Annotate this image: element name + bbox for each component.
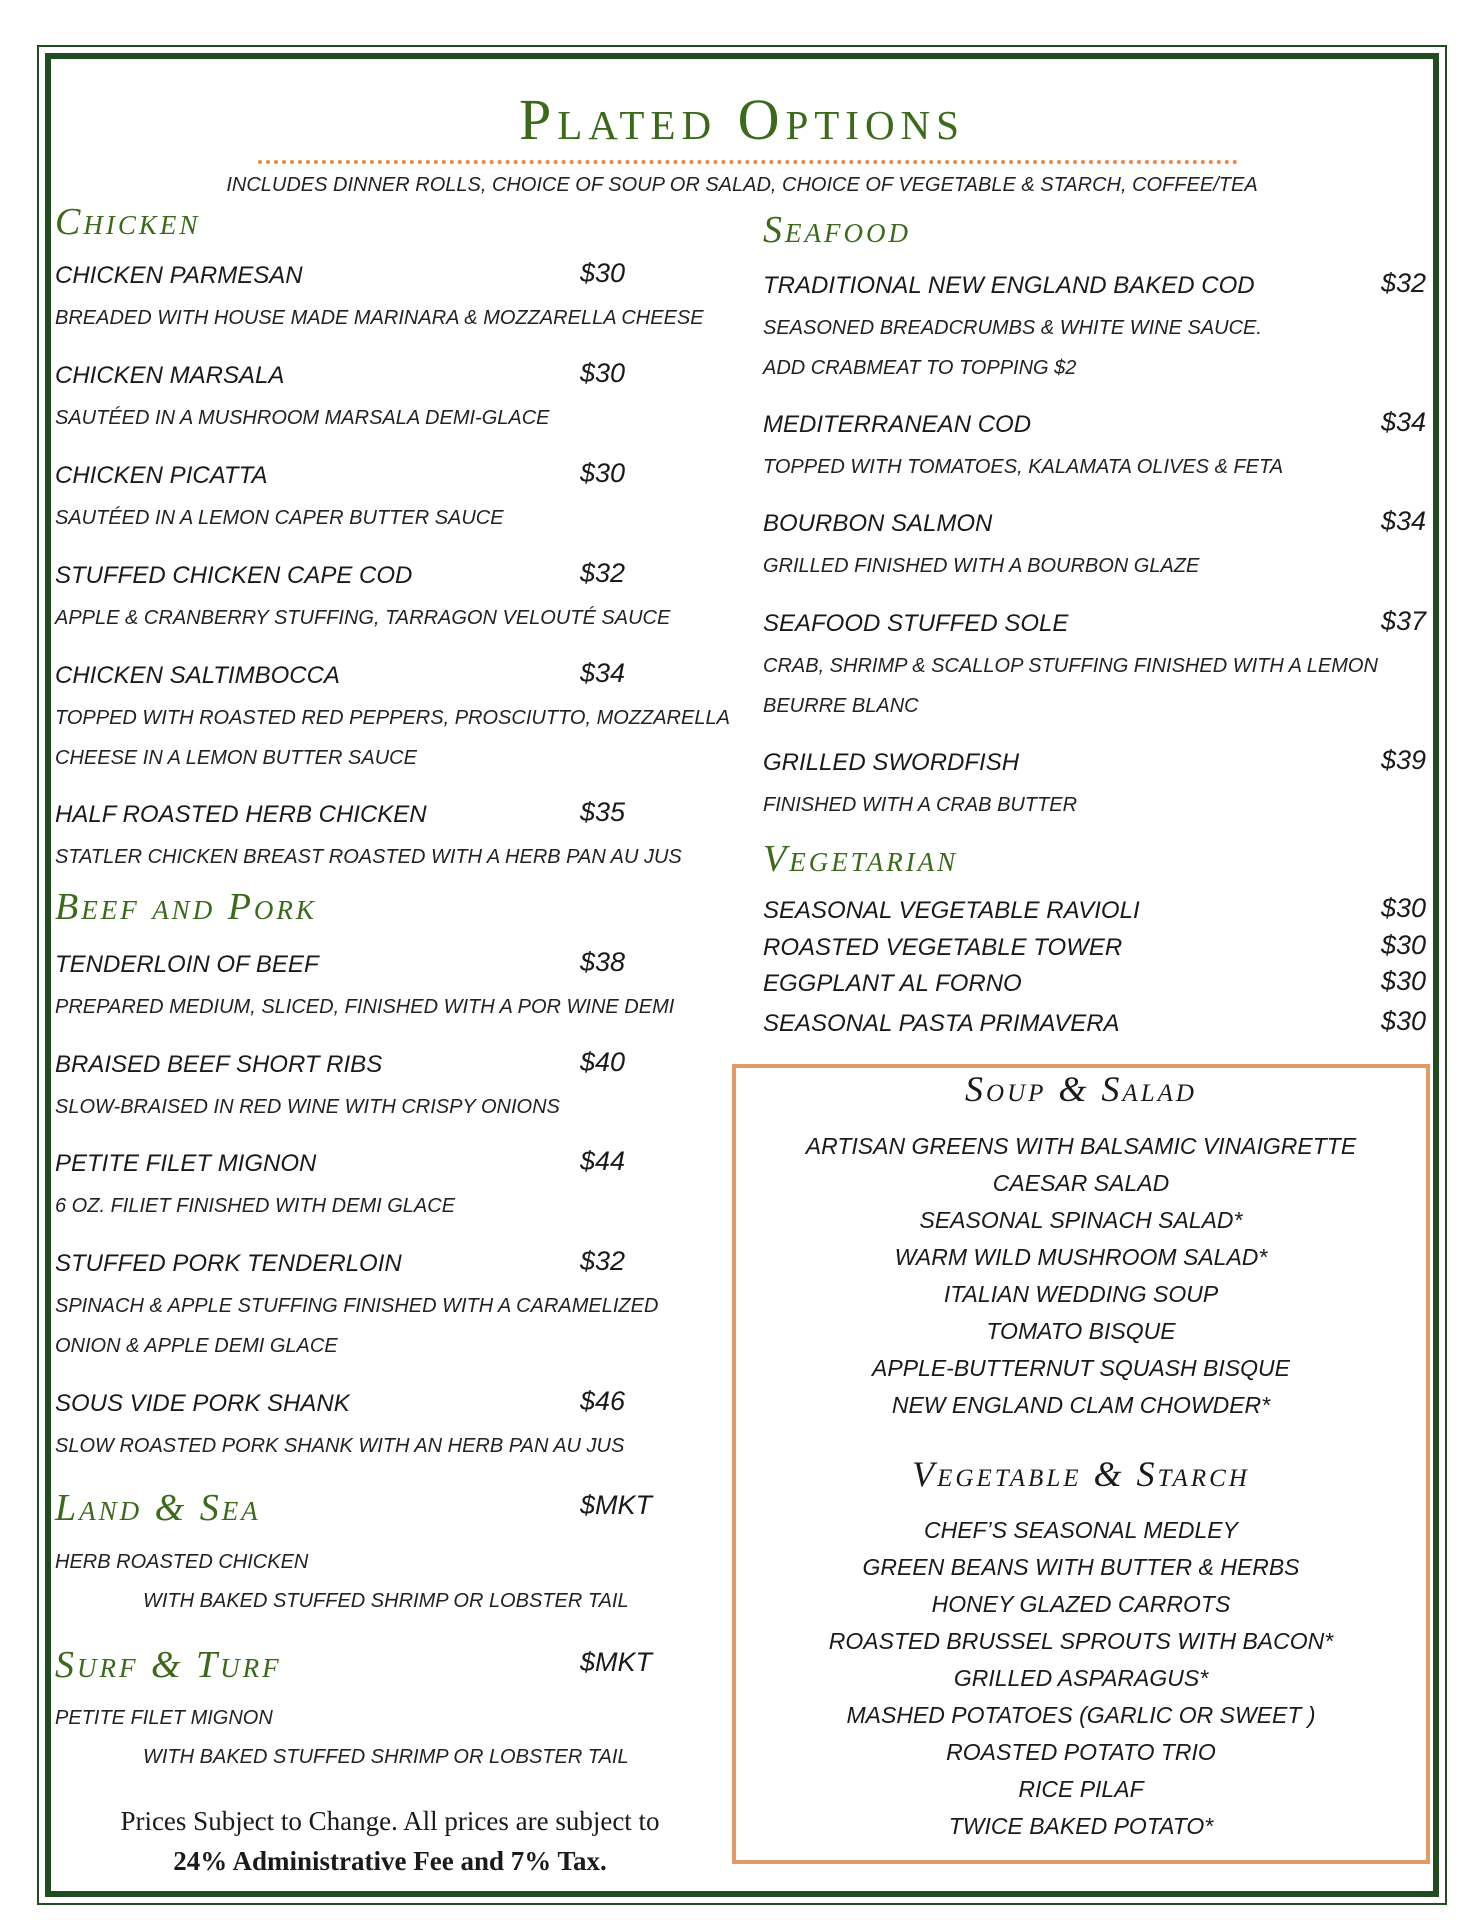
menu-item-price: $30 (580, 358, 626, 388)
menu-item-name: CHICKEN PICATTA (55, 462, 268, 489)
side-item: CHEF’S SEASONAL MEDLEY (923, 1517, 1238, 1543)
section-heading-land-sea: Land & Sea (55, 1487, 261, 1529)
menu-item-price: $30 (580, 458, 626, 488)
menu-item-description: TOPPED WITH TOMATOES, KALAMATA OLIVES & FETA (763, 456, 1284, 478)
menu-item-description: SEASONED BREADCRUMBS & WHITE WINE SAUCE. (763, 317, 1262, 339)
menu-item-description: CHEESE IN A LEMON BUTTER SAUCE (55, 747, 417, 769)
surf-turf-description: PETITE FILET MIGNON (55, 1707, 273, 1729)
section-heading-chicken: Chicken (55, 201, 201, 243)
menu-item-price: $32 (580, 558, 626, 588)
menu-item-description: SPINACH & APPLE STUFFING FINISHED WITH A CARAMELIZED (55, 1295, 659, 1317)
menu-item-name: GRILLED SWORDFISH (763, 749, 1020, 776)
side-item: ARTISAN GREENS WITH BALSAMIC VINAIGRETTE (805, 1133, 1357, 1159)
menu-item-name: CHICKEN SALTIMBOCCA (55, 662, 340, 689)
menu-item-description: PREPARED MEDIUM, SLICED, FINISHED WITH A POR WINE DEMI (55, 996, 675, 1018)
menu-item-price: $30 (1380, 893, 1426, 923)
menu-item-description: APPLE & CRANBERRY STUFFING, TARRAGON VELOUTÉ SAUCE (55, 607, 671, 629)
sides-box (732, 1064, 1430, 1864)
box-heading-vegetable-starch: Vegetable & Starch (912, 1454, 1250, 1494)
menu-item-name: TENDERLOIN OF BEEF (55, 951, 319, 978)
menu-item-price: $34 (1380, 407, 1426, 437)
menu-item-name: HALF ROASTED HERB CHICKEN (55, 801, 427, 828)
side-item: NEW ENGLAND CLAM CHOWDER* (891, 1392, 1271, 1418)
side-item: APPLE-BUTTERNUT SQUASH BISQUE (872, 1355, 1290, 1381)
menu-item-description: FINISHED WITH A CRAB BUTTER (763, 794, 1078, 816)
menu-item-description: STATLER CHICKEN BREAST ROASTED WITH A HERB PAN AU JUS (55, 846, 682, 868)
side-item: RICE PILAF (1018, 1776, 1144, 1802)
menu-item-name: SEASONAL PASTA PRIMAVERA (763, 1010, 1120, 1037)
side-item: ITALIAN WEDDING SOUP (943, 1281, 1219, 1307)
side-item: CAESAR SALAD (992, 1170, 1170, 1196)
dotted-divider (258, 160, 1238, 164)
menu-item-description: SAUTÉED IN A LEMON CAPER BUTTER SAUCE (55, 507, 504, 529)
side-item: WARM WILD MUSHROOM SALAD* (894, 1244, 1268, 1270)
land-sea-description: HERB ROASTED CHICKEN (55, 1551, 309, 1573)
side-item: HONEY GLAZED CARROTS (931, 1591, 1231, 1617)
menu-item-name: CHICKEN PARMESAN (55, 262, 303, 289)
menu-item-price: $38 (580, 947, 626, 977)
menu-item-name: CHICKEN MARSALA (55, 362, 285, 389)
menu-item-price: $40 (580, 1047, 626, 1077)
page-title: Plated Options (519, 87, 965, 152)
menu-item-description: TOPPED WITH ROASTED RED PEPPERS, PROSCIUTTO, MOZZARELLA (55, 707, 730, 729)
menu-item-name: ROASTED VEGETABLE TOWER (763, 934, 1123, 961)
surf-turf-price: $MKT (580, 1647, 653, 1677)
section-heading-vegetarian: Vegetarian (763, 838, 959, 880)
menu-item-description: 6 OZ. FILIET FINISHED WITH DEMI GLACE (55, 1195, 456, 1217)
menu-item-description: BEURRE BLANC (763, 695, 919, 717)
menu-item-price: $37 (1380, 606, 1426, 636)
menu-item-price: $44 (580, 1146, 626, 1176)
menu-item-description: SAUTÉED IN A MUSHROOM MARSALA DEMI-GLACE (55, 407, 550, 429)
side-item: GREEN BEANS WITH BUTTER & HERBS (862, 1554, 1300, 1580)
menu-item-description: ONION & APPLE DEMI GLACE (55, 1335, 338, 1357)
menu-item-name: TRADITIONAL NEW ENGLAND BAKED COD (763, 272, 1255, 299)
menu-item-description: BREADED WITH HOUSE MADE MARINARA & MOZZARELLA CHEESE (55, 307, 704, 329)
menu-item-name: STUFFED CHICKEN CAPE COD (55, 562, 413, 589)
section-heading-beef-pork: Beef and Pork (55, 886, 317, 928)
land-sea-description: WITH BAKED STUFFED SHRIMP OR LOBSTER TAIL (143, 1590, 629, 1612)
menu-item-price: $30 (580, 258, 626, 288)
menu-item-description: CRAB, SHRIMP & SCALLOP STUFFING FINISHED WITH A LEMON (763, 655, 1378, 677)
footer-note: Prices Subject to Change. All prices are subject to (120, 1806, 660, 1836)
menu-item-description: SLOW ROASTED PORK SHANK WITH AN HERB PAN AU JUS (55, 1435, 625, 1457)
section-heading-surf-turf: Surf & Turf (55, 1644, 282, 1686)
menu-item-description: SLOW-BRAISED IN RED WINE WITH CRISPY ONIONS (55, 1096, 560, 1118)
land-sea-price: $MKT (580, 1490, 653, 1520)
footer-fee-note: 24% Administrative Fee and 7% Tax. (173, 1846, 607, 1876)
menu-item-name: STUFFED PORK TENDERLOIN (55, 1250, 402, 1277)
menu-item-name: SEASONAL VEGETABLE RAVIOLI (763, 897, 1140, 924)
side-item: SEASONAL SPINACH SALAD* (919, 1207, 1243, 1233)
box-heading-soup-salad: Soup & Salad (965, 1069, 1197, 1109)
menu-item-price: $46 (580, 1386, 626, 1416)
menu-item-price: $32 (1380, 268, 1426, 298)
menu-item-name: SEAFOOD STUFFED SOLE (763, 610, 1069, 637)
menu-item-name: MEDITERRANEAN COD (763, 411, 1032, 438)
menu-item-price: $34 (580, 658, 626, 688)
menu-item-price: $39 (1380, 745, 1426, 775)
side-item: GRILLED ASPARAGUS* (953, 1665, 1209, 1691)
side-item: ROASTED BRUSSEL SPROUTS WITH BACON* (828, 1628, 1334, 1654)
menu-item-price: $35 (580, 797, 626, 827)
side-item: TWICE BAKED POTATO* (948, 1813, 1214, 1839)
menu-item-name: BOURBON SALMON (763, 510, 993, 537)
menu-item-name: SOUS VIDE PORK SHANK (55, 1390, 350, 1417)
menu-item-name: BRAISED BEEF SHORT RIBS (55, 1051, 383, 1078)
side-item: MASHED POTATOES (GARLIC OR SWEET ) (846, 1702, 1316, 1728)
menu-item-description: GRILLED FINISHED WITH A BOURBON GLAZE (763, 555, 1200, 577)
menu-item-name: PETITE FILET MIGNON (55, 1150, 317, 1177)
side-item: TOMATO BISQUE (986, 1318, 1176, 1344)
menu-item-price: $30 (1380, 1006, 1426, 1036)
menu-item-description: ADD CRABMEAT TO TOPPING $2 (763, 357, 1077, 379)
section-heading-seafood: Seafood (763, 209, 911, 251)
side-item: ROASTED POTATO TRIO (946, 1739, 1216, 1765)
menu-item-price: $32 (580, 1246, 626, 1276)
surf-turf-description: WITH BAKED STUFFED SHRIMP OR LOBSTER TAIL (143, 1746, 629, 1768)
page-subtitle: INCLUDES DINNER ROLLS, CHOICE OF SOUP OR SALAD, CHOICE OF VEGETABLE & STARCH, COFFEE/TEA (226, 174, 1258, 196)
menu-item-price: $34 (1380, 506, 1426, 536)
menu-item-name: EGGPLANT AL FORNO (763, 970, 1022, 997)
menu-item-price: $30 (1380, 930, 1426, 960)
menu-item-price: $30 (1380, 966, 1426, 996)
